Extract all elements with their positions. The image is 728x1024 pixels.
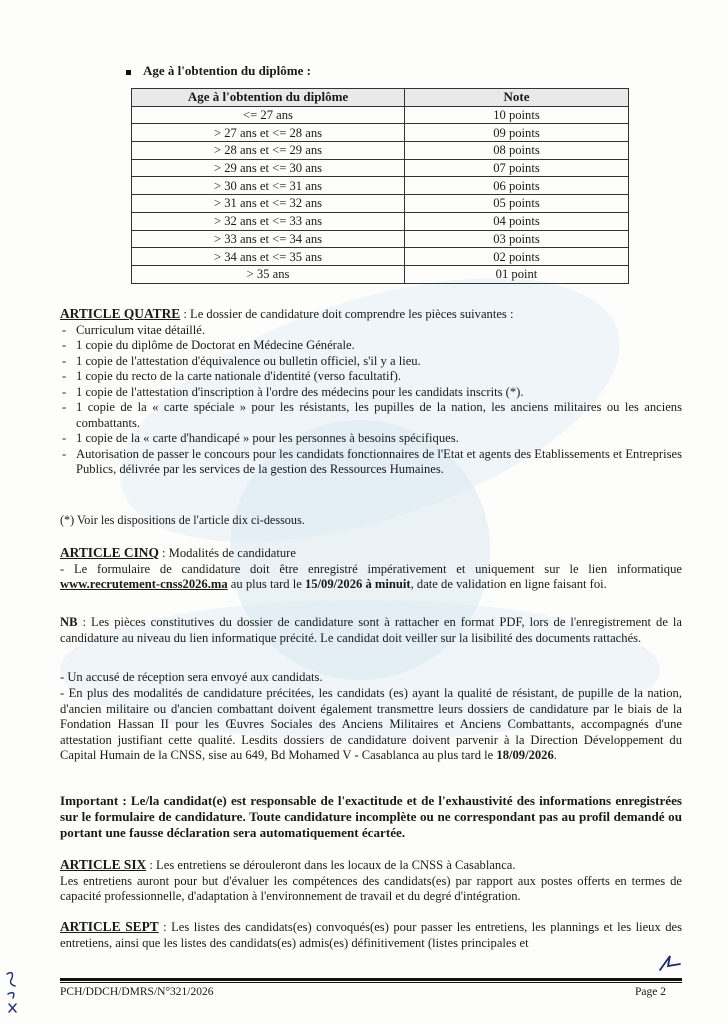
footnote: (*) Voir les dispositions de l'article dix ci-dessous. xyxy=(60,513,305,527)
article-five-paragraph: - Le formulaire de candidature doit être enregistré impérativement et uniquement sur le lien informatique www.recrutement-cnss2026.ma au plus tard le 15/09/2026 à minuit, date de validation en ligne faisant foi. xyxy=(60,561,682,591)
table-cell: > 27 ans et <= 28 ans xyxy=(132,124,405,142)
section-title: Age à l'obtention du diplôme : xyxy=(126,63,311,79)
table-header: Note xyxy=(405,89,629,107)
table-cell: 03 points xyxy=(405,230,629,248)
deadline-date: 15/09/2026 à minuit xyxy=(304,577,411,591)
table-row xyxy=(132,212,629,230)
article-six-intro: ARTICLE SIX : Les entretiens se dérouleront dans les locaux de la CNSS à Casablanca. xyxy=(60,857,516,872)
list-item: - Autorisation de passer le concours pour les candidats fonctionnaires de l'Etat et agents des Etablissements et Entreprises Publics, délivrée par les services de la gestion des Ressources Humaines. xyxy=(60,447,682,478)
table-header: Age à l'obtention du diplôme xyxy=(132,89,405,107)
table-cell: 10 points xyxy=(405,106,629,124)
article-five xyxy=(60,545,682,593)
table-row xyxy=(132,177,629,195)
table-cell: 08 points xyxy=(405,142,629,160)
table-cell: > 33 ans et <= 34 ans xyxy=(132,230,405,248)
article-heading: ARTICLE SEPT xyxy=(60,919,159,934)
table-cell: 09 points xyxy=(405,124,629,142)
article-six-paragraph: Les entretiens auront pour but d'évaluer les compétences des candidats(es) par rapport aux postes offerts en termes de capacité professionnelle, d'adaptation à l'environnement de travail et du degré d'intégration. xyxy=(60,873,682,903)
bullet-square-icon xyxy=(126,70,131,75)
table-row xyxy=(132,124,629,142)
margin-initials-icon xyxy=(4,968,20,1014)
list-item: - 1 copie de l'attestation d'inscription à l'ordre des médecins pour les candidats inscrits (*). xyxy=(60,385,682,401)
nb-paragraph: NB : Les pièces constitutives du dossier de candidature sont à rattacher en format PDF, lors de l'enregistrement de la candidature au niveau du lien informatique précité. Le candidat doit veiller sur la lisibilité des documents rattachés. xyxy=(60,615,682,645)
table-cell: > 28 ans et <= 29 ans xyxy=(132,142,405,160)
table-row xyxy=(132,159,629,177)
age-score-table xyxy=(131,88,629,284)
table-cell: <= 27 ans xyxy=(132,106,405,124)
page-number: Page 2 xyxy=(635,986,666,998)
article-seven: ARTICLE SEPT : Les listes des candidats(es) convoqués(es) pour passer les entretiens, les plannings et les lieux des entretiens, ainsi que les listes des candidats(es) admis(es) définitivement (listes principales et xyxy=(60,919,682,950)
veterans-paragraph: - En plus des modalités de candidature précitées, les candidats (es) ayant la qualité de résistant, de pupille de la nation, d'ancien militaire ou d'ancien combattant doivent également transmettre leurs dossiers de candidature par le biais de la Fondation Hassan II pour les Œuvres Sociales des Anciens Militaires et Anciens Combattants, accompagnés d'une attestation justifiant cette qualité. Lesdits dossiers de candidature doivent parvenir à la Direction Développement du Capital Humain de la CNSS, sise au 649, Bd Mohamed V - Casablanca au plus tard le 18/09/2026. xyxy=(60,686,682,762)
footer-rule xyxy=(60,982,682,983)
nb-label: NB xyxy=(60,615,78,629)
required-documents-list xyxy=(60,323,682,478)
list-item: - 1 copie de la « carte d'handicapé » pour les personnes à besoins spécifiques. xyxy=(60,431,682,447)
table-row xyxy=(132,142,629,160)
list-item: - 1 copie du recto de la carte nationale d'identité (verso facultatif). xyxy=(60,369,682,385)
table-header-row xyxy=(132,89,629,107)
table-cell: 02 points xyxy=(405,248,629,266)
important-notice: Important : Le/la candidat(e) est responsable de l'exactitude et de l'exhaustivité des informations enregistrées sur le formulaire de candidature. Toute candidature incomplète ou ne correspondant pas au profil demandé ou portant une fausse déclaration sera automatiquement écartée. xyxy=(60,793,682,840)
table-cell: 04 points xyxy=(405,212,629,230)
table-row xyxy=(132,195,629,213)
table-row xyxy=(132,265,629,283)
list-item: - Curriculum vitae détaillé. xyxy=(60,323,682,339)
table-cell: > 32 ans et <= 33 ans xyxy=(132,212,405,230)
initials-signature-icon xyxy=(656,952,684,974)
table-cell: > 29 ans et <= 30 ans xyxy=(132,159,405,177)
table-cell: 07 points xyxy=(405,159,629,177)
receipt-paragraph: - Un accusé de réception sera envoyé aux candidats. xyxy=(60,670,323,684)
article-heading: ARTICLE CINQ xyxy=(60,545,159,560)
table-cell: > 35 ans xyxy=(132,265,405,283)
article-four-intro: ARTICLE QUATRE : Le dossier de candidature doit comprendre les pièces suivantes : xyxy=(60,306,514,321)
table-cell: 05 points xyxy=(405,195,629,213)
list-item: - 1 copie de la « carte spéciale » pour les résistants, les pupilles de la nation, les anciens militaires ou les anciens combattants. xyxy=(60,400,682,431)
footer-rule xyxy=(60,978,682,981)
article-heading: ARTICLE QUATRE xyxy=(60,306,181,321)
table-row xyxy=(132,230,629,248)
table-cell: 01 point xyxy=(405,265,629,283)
table-cell: > 31 ans et <= 32 ans xyxy=(132,195,405,213)
article-six xyxy=(60,857,682,905)
table-row xyxy=(132,106,629,124)
document-reference: PCH/DDCH/DMRS/N°321/2026 xyxy=(60,986,214,998)
list-item: - 1 copie du diplôme de Doctorat en Médecine Générale. xyxy=(60,338,682,354)
application-link[interactable]: www.recrutement-cnss2026.ma xyxy=(60,577,228,591)
list-item: - 1 copie de l'attestation d'équivalence ou bulletin officiel, s'il y a lieu. xyxy=(60,354,682,370)
article-heading: ARTICLE SIX xyxy=(60,857,147,872)
deadline-date: 18/09/2026 xyxy=(496,748,554,762)
article-four xyxy=(60,306,682,478)
table-row xyxy=(132,248,629,266)
table-cell: > 30 ans et <= 31 ans xyxy=(132,177,405,195)
article-five-intro: ARTICLE CINQ : Modalités de candidature xyxy=(60,545,296,560)
table-cell: 06 points xyxy=(405,177,629,195)
table-cell: > 34 ans et <= 35 ans xyxy=(132,248,405,266)
